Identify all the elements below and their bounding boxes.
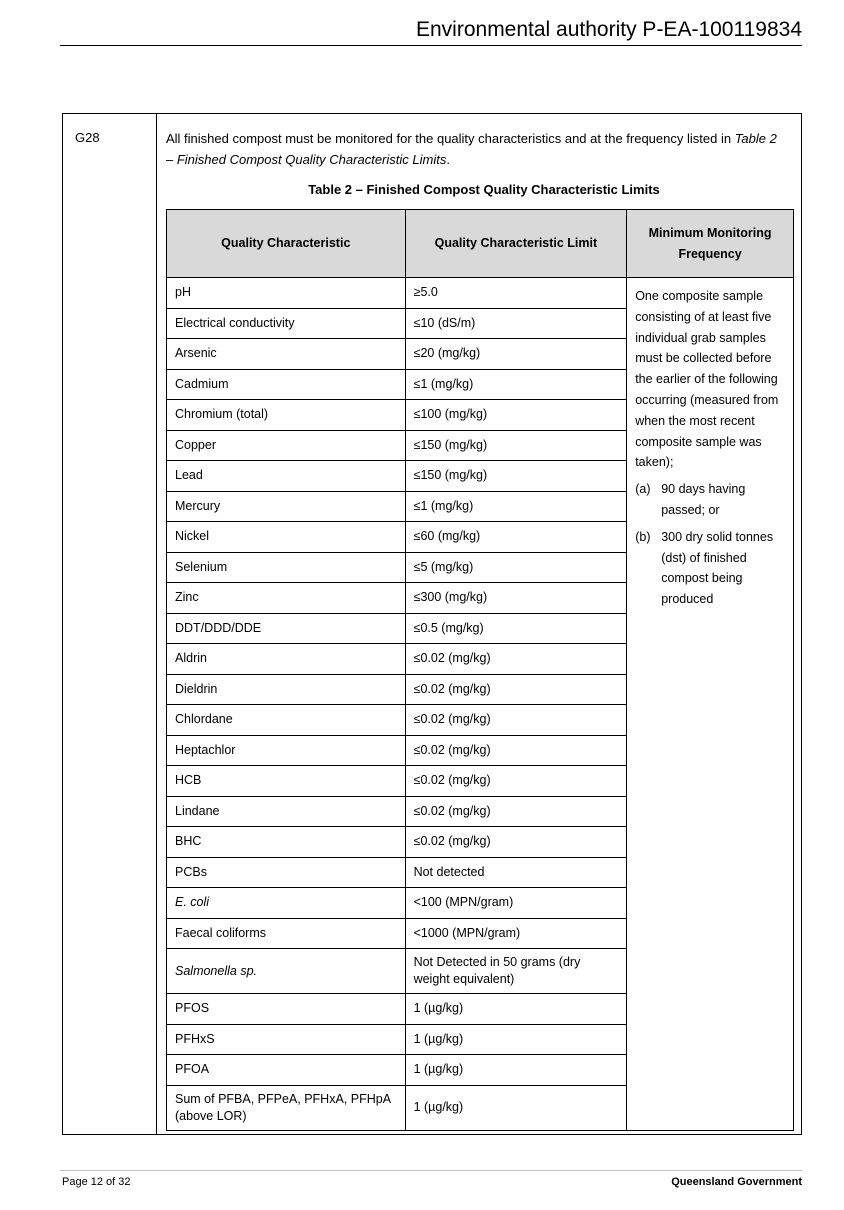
quality-limit-cell: ≤0.02 (mg/kg): [405, 766, 627, 797]
frequency-item-text: 90 days having passed; or: [661, 482, 746, 517]
quality-characteristic-cell: Arsenic: [167, 339, 406, 370]
quality-characteristic-cell: E. coli: [167, 888, 406, 919]
footer-divider: [60, 1170, 802, 1171]
quality-characteristic-cell: pH: [167, 278, 406, 309]
condition-column-divider: [156, 114, 157, 1134]
condition-text-after: .: [446, 152, 450, 167]
quality-characteristic-cell: Sum of PFBA, PFPeA, PFHxA, PFHpA (above LOR): [167, 1085, 406, 1130]
quality-characteristic-cell: Nickel: [167, 522, 406, 553]
table-row: [167, 278, 794, 309]
header-divider: [60, 45, 802, 46]
frequency-intro: One composite sample consisting of at least five individual grab samples must be collected before the earlier of the following occurring (measured from when the most recent composite sample was taken);: [635, 289, 779, 470]
quality-limit-cell: ≤10 (dS/m): [405, 308, 627, 339]
quality-characteristic-cell: Mercury: [167, 491, 406, 522]
document-header-title: Environmental authority P-EA-100119834: [415, 18, 802, 41]
quality-limit-cell: ≤0.02 (mg/kg): [405, 644, 627, 675]
condition-id: G28: [75, 130, 100, 145]
quality-characteristic-cell: Faecal coliforms: [167, 918, 406, 949]
quality-limit-cell: ≤0.02 (mg/kg): [405, 827, 627, 858]
monitoring-frequency-cell: [627, 278, 794, 1131]
quality-characteristic-cell: Selenium: [167, 552, 406, 583]
quality-characteristic-cell: Copper: [167, 430, 406, 461]
quality-characteristic-cell: Chromium (total): [167, 400, 406, 431]
quality-limit-cell: 1 (µg/kg): [405, 1055, 627, 1086]
quality-limit-cell: ≥5.0: [405, 278, 627, 309]
quality-limit-cell: Not Detected in 50 grams (dry weight equivalent): [405, 949, 627, 994]
quality-characteristic-cell: Dieldrin: [167, 674, 406, 705]
quality-characteristic-cell: Cadmium: [167, 369, 406, 400]
quality-characteristic-cell: BHC: [167, 827, 406, 858]
quality-limits-table: [166, 209, 794, 1131]
quality-characteristic-cell: Aldrin: [167, 644, 406, 675]
quality-characteristic-cell: PFHxS: [167, 1024, 406, 1055]
quality-limit-cell: 1 (µg/kg): [405, 1024, 627, 1055]
quality-limit-cell: <100 (MPN/gram): [405, 888, 627, 919]
page-number: Page 12 of 32: [62, 1176, 131, 1188]
frequency-item-label: (b): [635, 529, 651, 544]
quality-limit-cell: ≤0.5 (mg/kg): [405, 613, 627, 644]
table-header-row: [167, 210, 794, 278]
frequency-item: [635, 527, 785, 610]
quality-characteristic-cell: PFOA: [167, 1055, 406, 1086]
condition-box: [62, 113, 802, 1135]
quality-limit-cell: ≤5 (mg/kg): [405, 552, 627, 583]
quality-characteristic-cell: HCB: [167, 766, 406, 797]
quality-limit-cell: ≤300 (mg/kg): [405, 583, 627, 614]
quality-characteristic-cell: Lindane: [167, 796, 406, 827]
quality-characteristic-cell: PCBs: [167, 857, 406, 888]
quality-limit-cell: ≤150 (mg/kg): [405, 430, 627, 461]
table-title: Table 2 – Finished Compost Quality Characteristic Limits: [308, 182, 660, 197]
footer-organisation: Queensland Government: [671, 1176, 802, 1188]
quality-limit-cell: 1 (µg/kg): [405, 1085, 627, 1130]
quality-limit-cell: ≤20 (mg/kg): [405, 339, 627, 370]
condition-text: [166, 128, 786, 170]
condition-table-reference: Table 2 – Finished Compost Quality Characteristic Limits: [166, 131, 777, 167]
quality-limit-cell: 1 (µg/kg): [405, 994, 627, 1025]
quality-limit-cell: ≤1 (mg/kg): [405, 491, 627, 522]
quality-limit-cell: ≤0.02 (mg/kg): [405, 674, 627, 705]
quality-limit-cell: ≤1 (mg/kg): [405, 369, 627, 400]
quality-limit-cell: ≤60 (mg/kg): [405, 522, 627, 553]
quality-characteristic-cell: Zinc: [167, 583, 406, 614]
quality-characteristic-cell: DDT/DDD/DDE: [167, 613, 406, 644]
header-quality-limit: Quality Characteristic Limit: [405, 210, 627, 278]
quality-characteristic-cell: Lead: [167, 461, 406, 492]
quality-limit-cell: ≤100 (mg/kg): [405, 400, 627, 431]
frequency-item-text: 300 dry solid tonnes (dst) of finished compost being produced: [661, 529, 774, 607]
quality-limit-cell: ≤0.02 (mg/kg): [405, 735, 627, 766]
quality-limit-cell: ≤0.02 (mg/kg): [405, 796, 627, 827]
quality-limit-cell: <1000 (MPN/gram): [405, 918, 627, 949]
quality-characteristic-cell: Heptachlor: [167, 735, 406, 766]
quality-characteristic-cell: Salmonella sp.: [167, 949, 406, 994]
quality-limit-cell: Not detected: [405, 857, 627, 888]
quality-characteristic-cell: PFOS: [167, 994, 406, 1025]
frequency-item: [635, 479, 785, 521]
quality-limit-cell: ≤150 (mg/kg): [405, 461, 627, 492]
quality-characteristic-cell: Chlordane: [167, 705, 406, 736]
quality-characteristic-cell: Electrical conductivity: [167, 308, 406, 339]
condition-text-before: All finished compost must be monitored for the quality characteristics and at the frequency listed in: [166, 131, 735, 146]
quality-limit-cell: ≤0.02 (mg/kg): [405, 705, 627, 736]
header-monitoring-frequency: Minimum Monitoring Frequency: [627, 210, 794, 278]
frequency-item-label: (a): [635, 482, 651, 497]
header-quality-characteristic: Quality Characteristic: [167, 210, 406, 278]
